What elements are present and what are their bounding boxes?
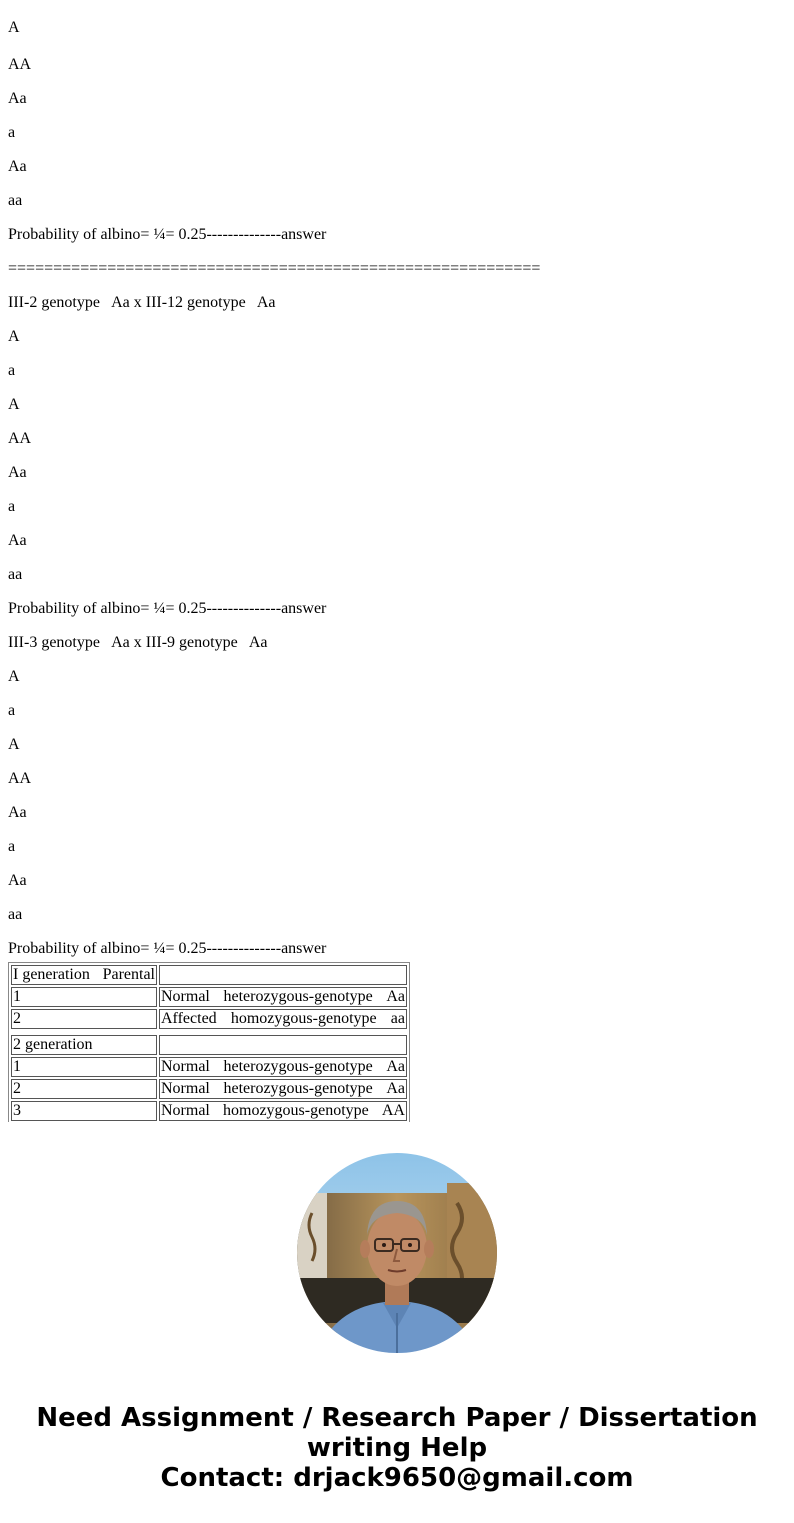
individual-number: 2 bbox=[11, 1079, 157, 1099]
text-line: Aa bbox=[8, 158, 27, 175]
genotype-geno: aa bbox=[390, 1010, 405, 1027]
genotype-type: heterozygous-genotype bbox=[223, 1058, 373, 1075]
text-line: a bbox=[8, 124, 16, 141]
generation-header bbox=[11, 1035, 157, 1055]
genotype-type: homozygous-genotype bbox=[223, 1102, 369, 1119]
text-line: Aa bbox=[8, 872, 27, 889]
genotype-type: heterozygous-genotype bbox=[223, 988, 373, 1005]
individual-number: 1 bbox=[11, 1057, 157, 1077]
text-line: AA bbox=[8, 430, 32, 447]
promo-banner bbox=[0, 1122, 794, 1523]
text-line: Aa bbox=[8, 464, 27, 481]
genotype-geno: Aa bbox=[386, 988, 405, 1005]
text-line: AA bbox=[8, 770, 32, 787]
individual-genotype bbox=[159, 1009, 407, 1029]
text-line: A bbox=[8, 668, 20, 685]
genotype-geno: Aa bbox=[386, 1080, 405, 1097]
text-line: A bbox=[8, 736, 20, 753]
document-body bbox=[8, 0, 788, 1122]
table-row bbox=[11, 1101, 407, 1121]
table-row bbox=[11, 1057, 407, 1077]
text-line: AA bbox=[8, 56, 32, 73]
group-spacer bbox=[11, 1031, 407, 1033]
text-line: Probability of albino= ¼= 0.25--------------answer bbox=[8, 226, 327, 243]
genotype-status: Normal bbox=[161, 1080, 210, 1097]
individual-genotype bbox=[159, 1101, 407, 1121]
individual-genotype bbox=[159, 1057, 407, 1077]
genotype-status: Affected bbox=[161, 1010, 217, 1027]
genotype-type: homozygous-genotype bbox=[230, 1010, 377, 1027]
individual-number: 1 bbox=[11, 987, 157, 1007]
table-row bbox=[11, 987, 407, 1007]
text-line: Probability of albino= ¼= 0.25--------------answer bbox=[8, 600, 327, 617]
individual-number: 2 bbox=[11, 1009, 157, 1029]
generation-header-row bbox=[11, 965, 407, 985]
author-photo bbox=[297, 1153, 497, 1353]
genotype-geno: Aa bbox=[386, 1058, 405, 1075]
genotype-type: heterozygous-genotype bbox=[223, 1080, 373, 1097]
text-line: A bbox=[8, 19, 20, 36]
table-row bbox=[11, 1009, 407, 1029]
text-line: aa bbox=[8, 566, 23, 583]
genotype-status: Normal bbox=[161, 1058, 210, 1075]
text-line: a bbox=[8, 362, 16, 379]
generation-header-empty bbox=[159, 965, 407, 985]
generation-header-row bbox=[11, 1035, 407, 1055]
table-row bbox=[11, 1079, 407, 1099]
generation-label: 2 generation bbox=[13, 1036, 93, 1053]
generation-label: I generation bbox=[13, 966, 90, 983]
generation-header bbox=[11, 965, 157, 985]
individual-number: 3 bbox=[11, 1101, 157, 1121]
text-line: III-3 genotype Aa x III-9 genotype Aa bbox=[8, 634, 268, 651]
text-line: a bbox=[8, 702, 16, 719]
individual-genotype bbox=[159, 987, 407, 1007]
text-line: aa bbox=[8, 906, 23, 923]
promo-line-1: Need Assignment / Research Paper / Dissertation bbox=[36, 1403, 758, 1433]
genotype-geno: AA bbox=[381, 1102, 405, 1119]
promo-text bbox=[0, 1403, 794, 1493]
text-line: a bbox=[8, 498, 16, 515]
text-line: Aa bbox=[8, 804, 27, 821]
genetics-text bbox=[8, 0, 788, 955]
text-line: III-2 genotype Aa x III-12 genotype Aa bbox=[8, 294, 276, 311]
text-line: A bbox=[8, 396, 20, 413]
promo-line-2: writing Help bbox=[306, 1433, 488, 1463]
generation-header-empty bbox=[159, 1035, 407, 1055]
text-line: =========================================================== bbox=[8, 260, 541, 277]
text-line: A bbox=[8, 328, 20, 345]
pedigree-table bbox=[8, 962, 410, 1122]
genotype-status: Normal bbox=[161, 988, 210, 1005]
promo-contact[interactable]: Contact: drjack9650@gmail.com bbox=[160, 1463, 634, 1493]
text-line: Aa bbox=[8, 90, 27, 107]
text-line: a bbox=[8, 838, 16, 855]
text-line: Probability of albino= ¼= 0.25--------------answer bbox=[8, 940, 327, 957]
individual-genotype bbox=[159, 1079, 407, 1099]
text-line: Aa bbox=[8, 532, 27, 549]
author-photo-image bbox=[297, 1153, 497, 1353]
text-line: aa bbox=[8, 192, 23, 209]
generation-sublabel: Parental bbox=[102, 966, 155, 983]
genotype-status: Normal bbox=[161, 1102, 210, 1119]
